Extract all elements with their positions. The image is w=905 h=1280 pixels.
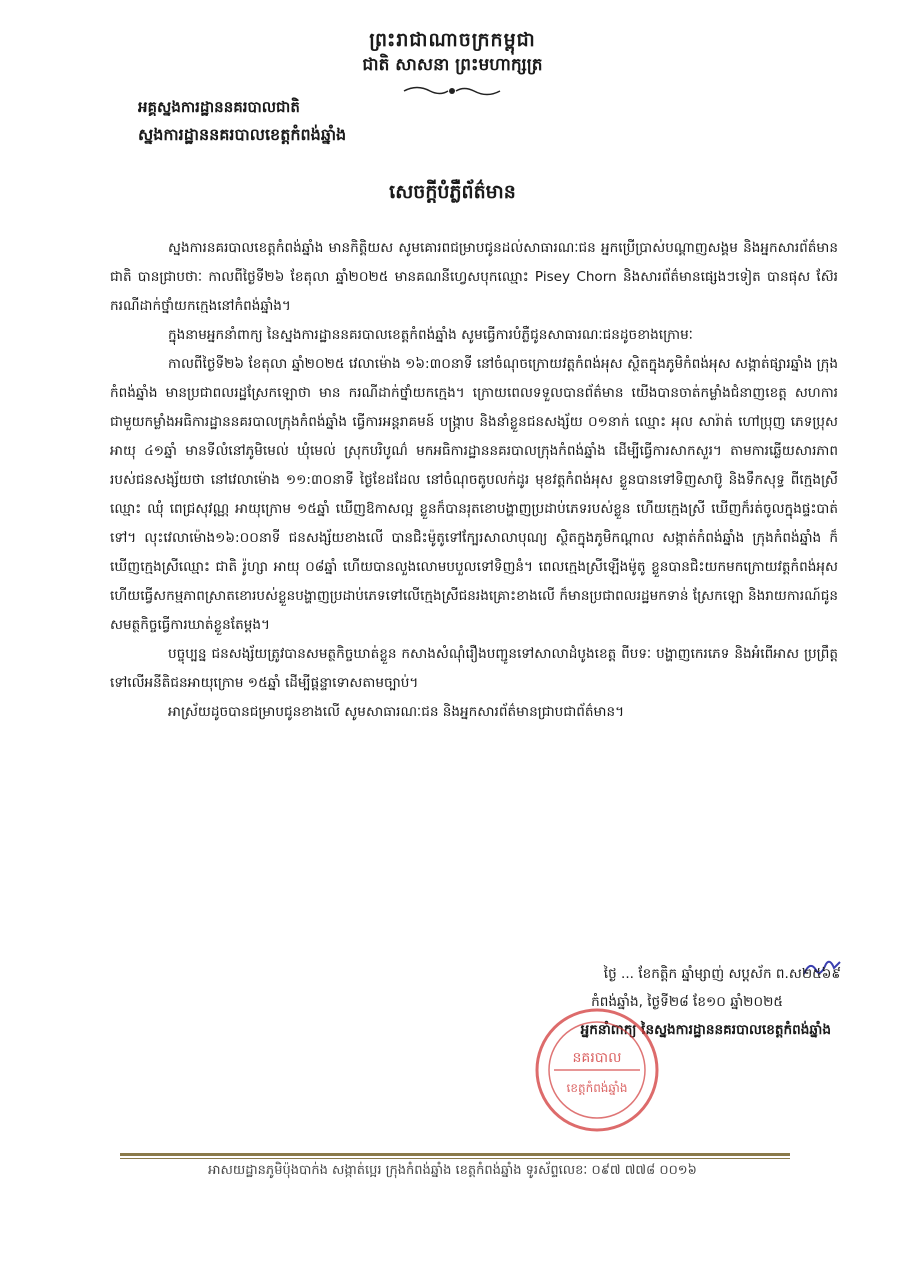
provincial-office-name: ស្នងការដ្ឋាននគរបាលខេត្តកំពង់ឆ្នាំង [138,125,347,144]
place-and-date: កំពង់ឆ្នាំង, ថ្ងៃទី២៨ ខែ១០ ឆ្នាំ២០២៥ [591,994,783,1010]
ornament-divider-icon [402,82,502,100]
paragraph: បច្ចុប្បន្ន ជនសង្ស័យត្រូវបានសមត្ថកិច្ចឃាត់ខ្លួន កសាងសំណុំរឿងបញ្ជូនទៅសាលាដំបូងខេត្ត ពីបទៈ បង្ហាញកេរភេទ និងអំពើអាស ប្រព្រឹត្តទៅលើអនីតិជនអាយុក្រោម ១៥ឆ្នាំ ដើម្បីផ្តន្ទាទោសតាមច្បាប់។ [110,646,838,691]
paragraph: ក្នុងនាមអ្នកនាំពាក្យ នៃស្នងការដ្ឋាននគរបាលខេត្តកំពង់ឆ្នាំង សូមធ្វើការបំភ្លឺជូនសាធារណៈជនដូចខាងក្រោមៈ [168,327,693,343]
document-body [110,234,838,727]
paragraph: ស្នងការនគរបាលខេត្តកំពង់ឆ្នាំង មានកិត្តិយស សូមគោរពជម្រាបជូនដល់សាធារណៈជន អ្នកប្រើប្រាស់បណ្តាញសង្គម និងអ្នកសារព័ត៌មានជាតិ បានជ្រាបថាៈ កាលពីថ្ងៃទី២៦ ខែតុលា ឆ្នាំ២០២៥ មានគណនីហ្វេសបុកឈ្មោះ Pisey Chorn និងសារព័ត៌មានផ្សេងៗទៀត បានផុស ស៊ែរ ករណីដាក់ថ្នាំយកក្មេងនៅកំពង់ឆ្នាំង។ [110,240,838,314]
footer-divider-thin [120,1158,790,1159]
paragraph: អាស្រ័យដូចបានជម្រាបជូនខាងលើ សូមសាធារណៈជន និងអ្នកសារព័ត៌មានជ្រាបជាព័ត៌មាន។ [168,704,625,720]
footer-divider [120,1153,790,1156]
paragraph: កាលពីថ្ងៃទី២៦ ខែតុលា ឆ្នាំ២០២៥ វេលាម៉ោង ១៦:៣០នាទី នៅចំណុចក្រោយវត្តកំពង់អុស ស្ថិតក្នុងភូមិកំពង់អុស សង្កាត់ផ្សារឆ្នាំង ក្រុងកំពង់ឆ្នាំង មានប្រជាពលរដ្ឋស្រែកឡោថា មាន ករណីដាក់ថ្នាំយកក្មេង។ ក្រោយពេលទទួលបានព័ត៌មាន យើងបានចាត់កម្លាំងជំនាញខេត្ត សហការ ជាមួយកម្លាំងអធិការដ្ឋាននគរបាលក្រុងកំពង់ឆ្នាំង ធ្វើការអន្តរាគមន៍ បង្ក្រាប និងនាំខ្លួនជនសង្ស័យ ០១នាក់ ឈ្មោះ អុល សារ៉ាត់ ហៅប្រុញ ភេទប្រុស អាយុ ៤១ឆ្នាំ មានទីលំនៅភូមិមេល់ ឃុំមេល់ ស្រុកបរិបូណ៌ មកអធិការដ្ឋាននគរបាលក្រុងកំពង់ឆ្នាំង ដើម្បីធ្វើការសាកសួរ។ តាមការឆ្លើយសារភាពរបស់ជនសង្ស័យថា នៅវេលាម៉ោង ១១:៣០នាទី ថ្ងៃខែដដែល នៅចំណុចតូបលក់ដូរ មុខវត្តកំពង់អុស ខ្លួនបានទៅទិញសាប៊ូ និងទឹកសុទ្ធ ពីក្មេងស្រីឈ្មោះ ឈុំ ពេជ្រសុវណ្ណ អាយុក្រោម ១៥ឆ្នាំ ឃើញឱកាសល្អ ខ្លួនក៏បានរុតខោបង្ហាញប្រដាប់ភេទរបស់ខ្លួន ហើយក្មេងស្រី ឃើញក៏រត់ចូលក្នុងផ្ទះបាត់ទៅ។ លុះវេលាម៉ោង១៦:០០នាទី ជនសង្ស័យខាងលើ បានជិះម៉ូតូទៅក្បែរសាលាបុណ្យ ស្ថិតក្នុងភូមិកណ្តាល សង្កាត់កំពង់ឆ្នាំង ក្រុងកំពង់ឆ្នាំង ក៏ឃើញក្មេងស្រីឈ្មោះ ជាតិ រ៉ូហ្សា អាយុ ០៨ឆ្នាំ ហើយបានលួងលោមបបួលទៅទិញនំ។ ពេលក្មេងស្រីឡើងម៉ូតូ ខ្លួនបានជិះយកមកក្រោយវត្តកំពង់អុស ហើយធ្វើសកម្មភាពស្រាតខោរបស់ខ្លួនបង្ហាញប្រដាប់ភេទទៅលើក្មេងស្រីជនរងគ្រោះខាងលើ ក៏មានប្រជាពលរដ្ឋមកទាន់ ស្រែកឡោ និងរាយការណ៍ជូនសមត្ថកិច្ចធ្វើការឃាត់ខ្លួនតែម្តង។ [110,356,838,633]
official-seal-icon [532,1000,662,1140]
seal-text-bottom: ខេត្តកំពង់ឆ្នាំង [566,1081,628,1095]
spokesperson-title: អ្នកនាំពាក្យ នៃស្នងការដ្ឋាននគរបាលខេត្តកំពង់ឆ្នាំង [580,1022,831,1038]
seal-text-top: នគរបាល [572,1050,622,1066]
national-motto: ជាតិ សាសនា ព្រះមហាក្សត្រ [362,55,543,75]
ministry-name: អគ្គស្នងការដ្ឋាននគរបាលជាតិ [138,98,300,116]
kingdom-heading: ព្រះរាជាណាចក្រកម្ពុជា [369,29,536,51]
document-title: សេចក្តីបំភ្លឺព័ត៌មាន [389,181,516,203]
lunar-date: ថ្ងៃ ... ខែកត្តិក ឆ្នាំម្សាញ់ សប្តស័ក ព.ស២៥៦៩ [603,966,841,982]
office-address: អាសយដ្ឋានភូមិប៉ុងបាក់ង សង្កាត់ប្អេរ ក្រុងកំពង់ឆ្នាំង ខេត្តកំពង់ឆ្នាំង ទូរស័ព្ទលេខៈ ០៩៧ ៧៧៨ ០០១៦ [208,1163,697,1178]
